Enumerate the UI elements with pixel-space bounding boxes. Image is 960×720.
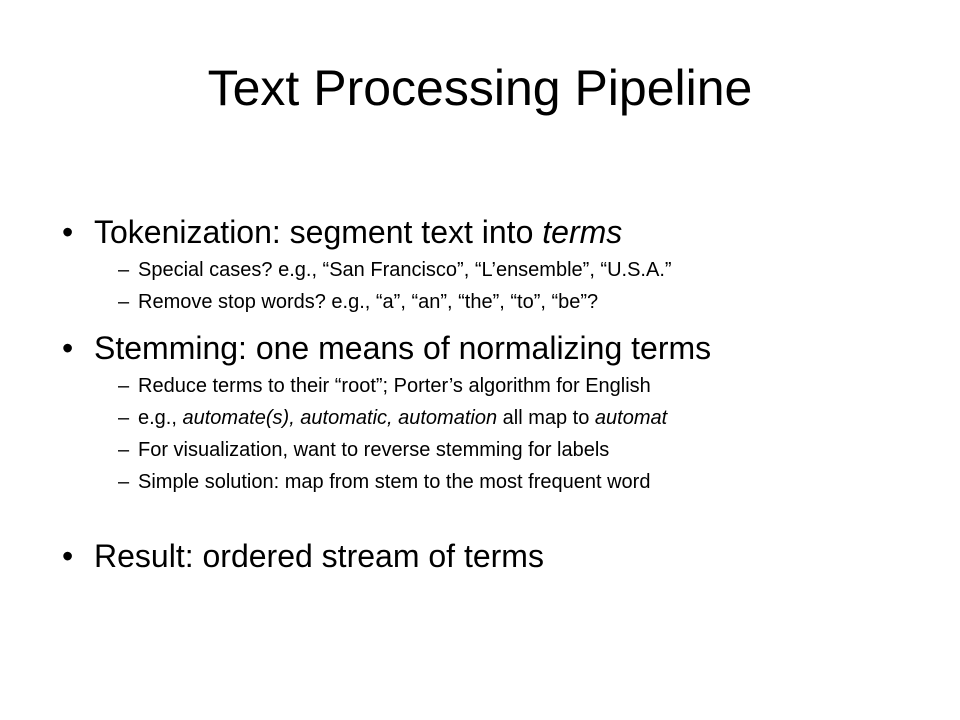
sub-bullet bbox=[62, 402, 922, 434]
sub-bullet bbox=[62, 370, 922, 402]
sub-bullet-emphasis: automat bbox=[594, 407, 668, 429]
bullet-text: Stemming: one means of normalizing terms bbox=[94, 330, 712, 366]
sub-bullet-text: Simple solution: map from stem to the most frequent word bbox=[138, 471, 651, 493]
sub-marker: – bbox=[118, 439, 130, 461]
slide-title: Text Processing Pipeline bbox=[207, 60, 753, 116]
sub-bullet-text: Special cases? e.g., “San Francisco”, “L’ensemble”, “U.S.A.” bbox=[138, 259, 672, 281]
sub-bullet bbox=[62, 466, 922, 498]
bullet-tokenization bbox=[62, 210, 922, 254]
sub-bullet-text: all map to bbox=[497, 407, 595, 429]
sub-marker: – bbox=[118, 471, 130, 493]
bullet-emphasis: terms bbox=[542, 214, 623, 250]
bullet-list bbox=[62, 210, 922, 578]
sub-marker: – bbox=[118, 407, 130, 429]
sub-list-stemming bbox=[62, 370, 922, 498]
sub-list-tokenization bbox=[62, 254, 922, 318]
sub-bullet-text: Remove stop words? e.g., “a”, “an”, “the”, “to”, “be”? bbox=[138, 291, 599, 313]
sub-bullet bbox=[62, 254, 922, 286]
sub-marker: – bbox=[118, 375, 130, 397]
sub-bullet-text: For visualization, want to reverse stemming for labels bbox=[138, 439, 610, 461]
sub-bullet bbox=[62, 434, 922, 466]
sub-bullet-text: Reduce terms to their “root”; Porter’s algorithm for English bbox=[138, 375, 651, 397]
sub-marker: – bbox=[118, 291, 130, 313]
bullet-result bbox=[62, 534, 922, 578]
bullet-text: Tokenization: segment text into bbox=[94, 214, 543, 250]
bullet-text: Result: ordered stream of terms bbox=[94, 538, 544, 574]
sub-bullet-text: e.g., bbox=[138, 407, 183, 429]
bullet-marker: • bbox=[62, 538, 74, 574]
sub-bullet bbox=[62, 286, 922, 318]
bullet-marker: • bbox=[62, 330, 74, 366]
sub-marker: – bbox=[118, 259, 130, 281]
sub-bullet-emphasis: automate(s), automatic, automation bbox=[182, 407, 498, 429]
bullet-stemming bbox=[62, 326, 922, 370]
bullet-marker: • bbox=[62, 214, 74, 250]
